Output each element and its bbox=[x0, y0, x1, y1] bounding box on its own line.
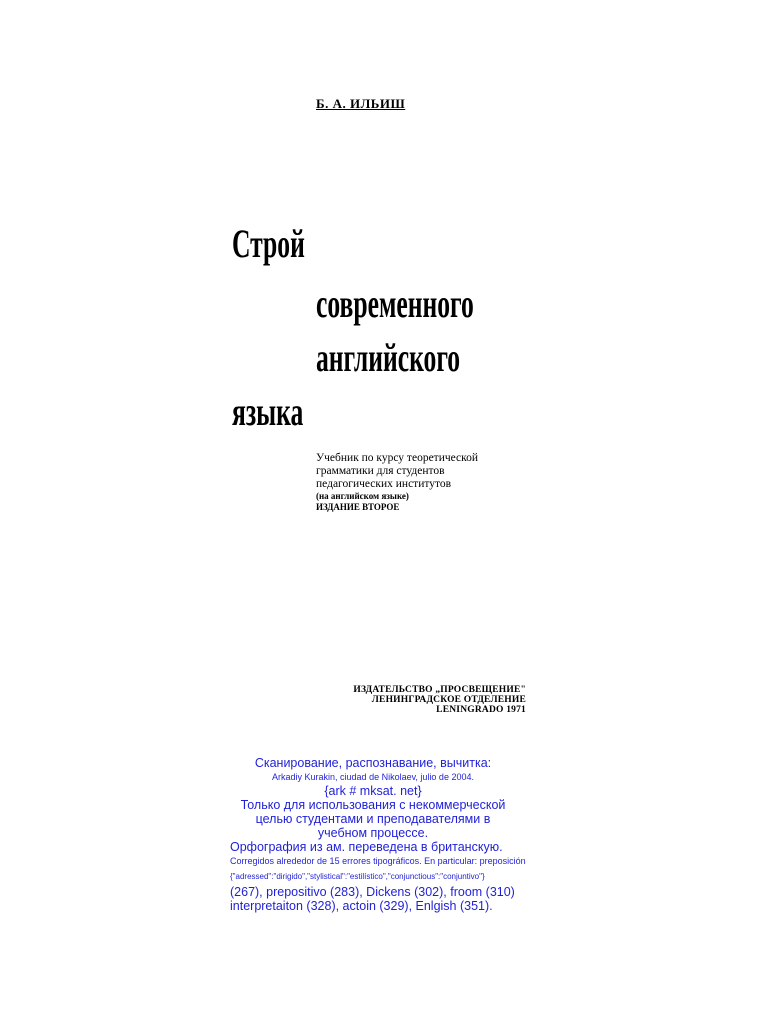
book-description bbox=[316, 452, 508, 513]
scan-note-line: Только для использования с некоммерческой bbox=[240, 798, 506, 812]
scan-note-line: учебном процессе. bbox=[317, 826, 429, 840]
publisher-block bbox=[320, 685, 526, 715]
scan-note-line: Corregidos alrededor de 15 errores tipográficos. En particular: preposición bbox=[230, 856, 526, 866]
scan-note-contact: {ark # mksat. net} bbox=[324, 784, 422, 798]
publisher-city-year: LENINGRADO 1971 bbox=[436, 705, 526, 715]
scan-note-line: Сканирование, распознавание, вычитка: bbox=[254, 756, 492, 770]
language-note: (на английском языке) bbox=[316, 491, 409, 501]
title-line-3: английского bbox=[316, 335, 461, 380]
title-line-4: языка bbox=[232, 389, 304, 434]
title-line-2: современного bbox=[316, 281, 474, 326]
scan-note-line: целью студентами и преподавателями в bbox=[255, 812, 491, 826]
scan-note-line: {"adressed":"dirigido","stylistical":"estilístico","conjunctious":"conjuntivo"} bbox=[230, 872, 485, 881]
author-name: Б. А. ИЛЬИШ bbox=[316, 96, 406, 111]
scan-notes bbox=[230, 756, 526, 913]
title-line-1: Строй bbox=[232, 221, 305, 266]
publisher-name: ИЗДАТЕЛЬСТВО „ПРОСВЕЩЕНИЕ" bbox=[353, 685, 526, 695]
scan-note-line: (267), prepositivo (283), Dickens (302), froom (310) bbox=[230, 885, 515, 899]
scan-note-line: Arkadiy Kurakin, ciudad de Nikolaev, julio de 2004. bbox=[272, 772, 474, 782]
description-line-1: Учебник по курсу теоретической bbox=[316, 452, 479, 464]
description-line-3: педагогических институтов bbox=[316, 478, 452, 490]
scan-note-line: Орфография из ам. переведена в британскую. bbox=[230, 840, 503, 854]
description-line-2: грамматики для студентов bbox=[316, 465, 445, 477]
edition-note: ИЗДАНИЕ ВТОРОЕ bbox=[316, 502, 400, 512]
scan-note-line: interpretaiton (328), actoin (329), Enlgish (351). bbox=[230, 899, 493, 913]
publisher-branch: ЛЕНИНГРАДСКОЕ ОТДЕЛЕНИЕ bbox=[371, 695, 526, 705]
